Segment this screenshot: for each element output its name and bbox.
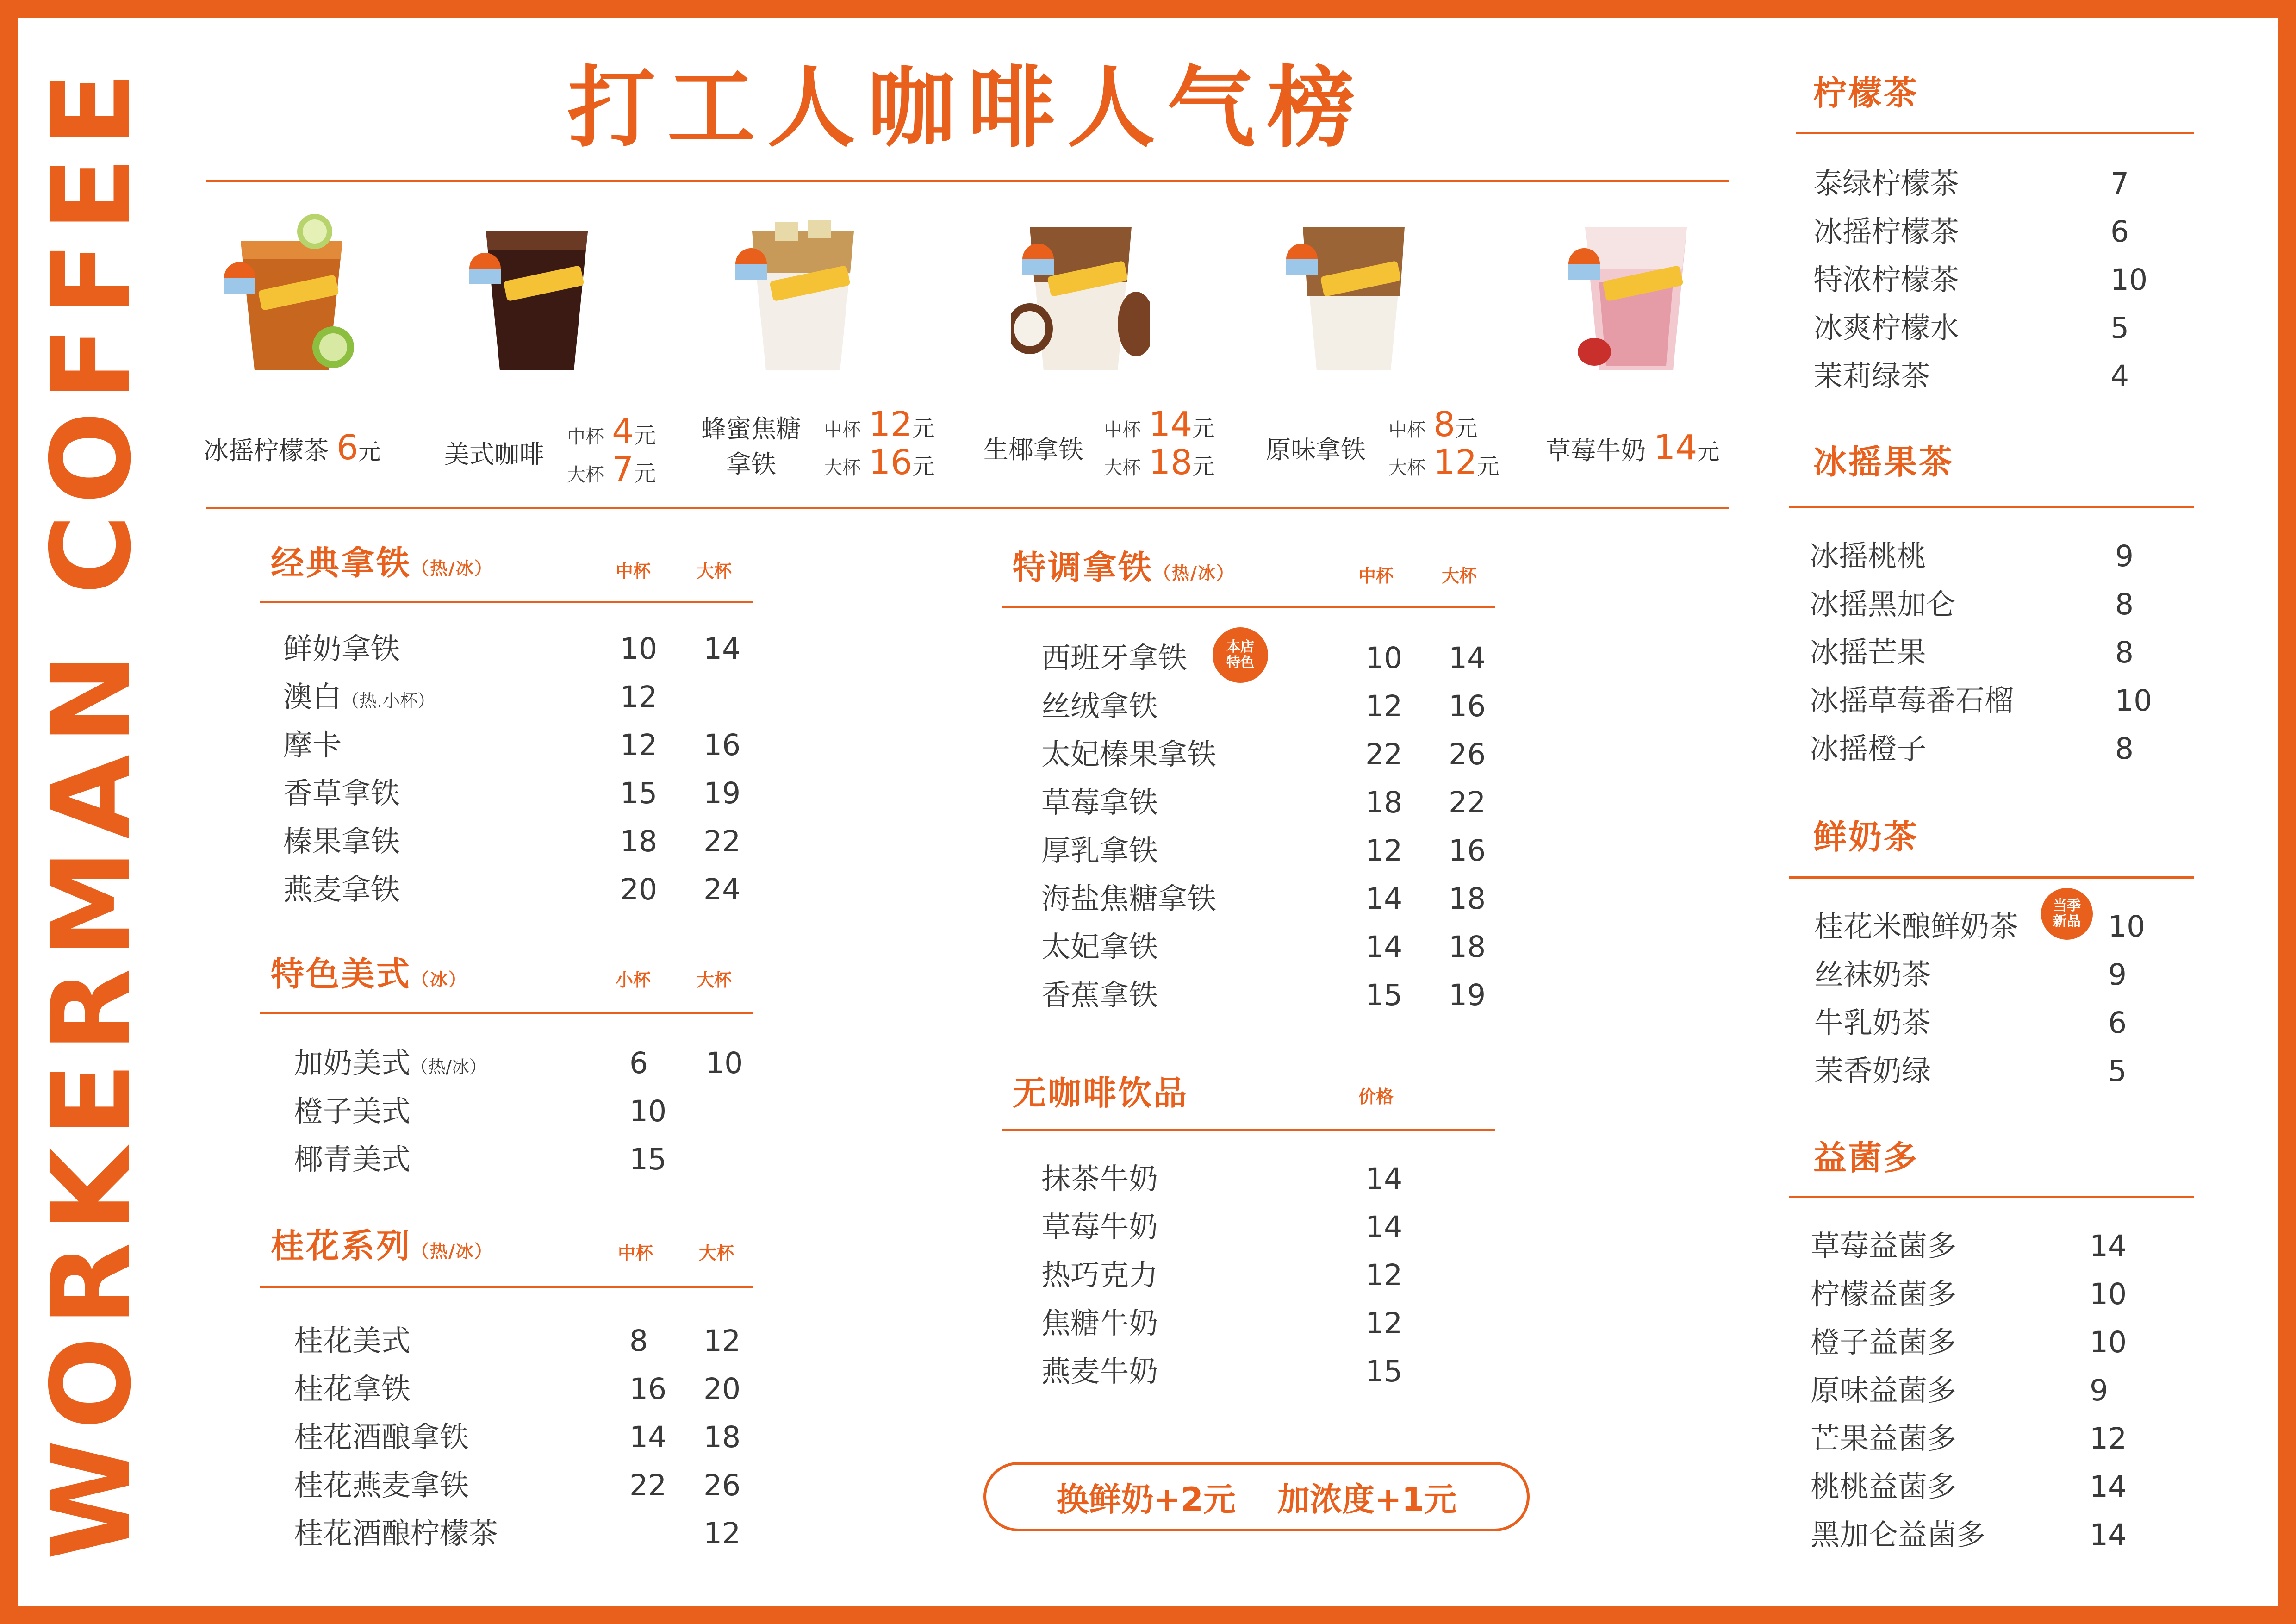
list-item: 茉莉绿茶 — [1813, 359, 1930, 393]
section-title-osmanthus: 桂花系列（热/冰） — [271, 1226, 493, 1265]
price-medium: 20 — [620, 873, 658, 906]
list-item: 西班牙拿铁 — [1041, 641, 1187, 675]
list-item: 桂花酒酿拿铁 — [294, 1420, 469, 1454]
price: 14 — [1365, 1162, 1403, 1196]
cup-image-original-latte — [1284, 213, 1423, 380]
price: 10 — [2115, 684, 2153, 718]
price-medium: 12 — [1365, 834, 1403, 868]
price-large: 16 — [703, 728, 741, 762]
section-title-fruit-tea: 冰摇果茶 — [1813, 443, 1954, 481]
price: 4 — [2110, 359, 2129, 393]
price-large: 12 — [703, 1517, 741, 1550]
price-medium: 22 — [629, 1468, 667, 1502]
seasonal-new-badge: 当季 新品 — [2041, 888, 2093, 940]
price-medium: 12 — [1365, 689, 1403, 723]
list-item: 澳白（热.小杯） — [283, 680, 436, 714]
list-item: 草莓牛奶 — [1041, 1210, 1158, 1244]
list-item: 特浓柠檬茶 — [1813, 263, 1959, 297]
addon-fresh-milk: 换鲜奶+2元 — [1056, 1480, 1236, 1518]
section-divider — [1789, 1196, 2194, 1198]
featured-item-4-prices: 中杯 14元 大杯 18元 — [1104, 405, 1215, 482]
price-medium: 22 — [1365, 737, 1403, 771]
price: 14 — [2090, 1229, 2127, 1263]
list-item: 草莓益菌多 — [1811, 1229, 1956, 1263]
list-item: 柠檬益菌多 — [1811, 1277, 1956, 1311]
price-medium: 16 — [629, 1372, 667, 1406]
price: 12 — [1365, 1306, 1403, 1340]
price-small: 10 — [629, 1094, 667, 1128]
section-divider — [260, 1012, 753, 1014]
section-title-milk-tea: 鲜奶茶 — [1813, 818, 1919, 856]
price-medium: 15 — [620, 776, 658, 810]
list-item: 原味益菌多 — [1811, 1374, 1956, 1407]
section-title-americano: 特色美式（冰） — [271, 955, 467, 993]
featured-item-2-prices: 中杯 4元 大杯 7元 — [567, 412, 656, 489]
price: 10 — [2108, 910, 2146, 943]
list-item: 太妃榛果拿铁 — [1041, 737, 1216, 771]
list-item: 香蕉拿铁 — [1041, 978, 1158, 1012]
price: 9 — [2115, 539, 2134, 573]
price-large: 26 — [1449, 737, 1486, 771]
col-header-medium: 中杯 — [616, 561, 651, 581]
section-title-yakult: 益菌多 — [1813, 1138, 1919, 1177]
list-item: 橙子益菌多 — [1811, 1325, 1956, 1359]
cup-image-honey-caramel-latte — [734, 213, 872, 380]
list-item: 茉香奶绿 — [1814, 1054, 1931, 1088]
price-large: 22 — [1449, 786, 1486, 819]
featured-item-5-prices: 中杯 8元 大杯 12元 — [1388, 405, 1500, 482]
page-title: 打工人咖啡人气榜 — [567, 57, 1367, 159]
price-large: 19 — [1449, 978, 1486, 1012]
brand-vertical: WORKERMAN COFFEE — [28, 62, 155, 1560]
section-divider — [1002, 606, 1495, 608]
list-item: 芒果益菌多 — [1811, 1422, 1956, 1455]
featured-item-1: 冰摇柠檬茶 6元 — [204, 428, 381, 468]
section-title-special-latte: 特调拿铁（热/冰） — [1013, 548, 1235, 587]
list-item: 加奶美式（热/冰） — [294, 1046, 487, 1080]
price: 14 — [2090, 1518, 2127, 1552]
list-item: 海盐焦糖拿铁 — [1041, 882, 1216, 916]
price: 12 — [2090, 1422, 2127, 1455]
price-medium: 14 — [1365, 882, 1403, 916]
featured-item-3-name: 蜂蜜焦糖 拿铁 — [701, 414, 801, 479]
featured-item-2-name: 美式咖啡 — [444, 440, 544, 469]
price: 10 — [2090, 1277, 2127, 1311]
price-large: 18 — [1449, 882, 1486, 916]
price: 5 — [2108, 1054, 2127, 1088]
col-header-large: 大杯 — [699, 1243, 734, 1263]
price-small: 15 — [629, 1143, 667, 1176]
col-header-small: 小杯 — [616, 970, 651, 990]
list-item: 冰摇黑加仑 — [1810, 587, 1955, 621]
list-item: 冰摇柠檬茶 — [1813, 215, 1959, 249]
list-item: 橙子美式 — [294, 1094, 411, 1128]
section-divider — [1796, 132, 2194, 134]
section-divider — [1789, 876, 2194, 879]
col-header-price: 价格 — [1358, 1087, 1394, 1107]
section-divider — [260, 601, 753, 603]
price-large: 12 — [703, 1324, 741, 1358]
price-medium: 10 — [1365, 641, 1403, 675]
section-divider — [260, 1286, 753, 1288]
price-large: 24 — [703, 873, 741, 906]
price: 9 — [2090, 1374, 2109, 1407]
section-divider — [1002, 1129, 1495, 1131]
price: 8 — [2115, 587, 2134, 621]
price-small: 6 — [629, 1046, 648, 1080]
list-item: 鲜奶拿铁 — [283, 632, 400, 666]
price: 12 — [1365, 1258, 1403, 1292]
price: 5 — [2110, 311, 2129, 345]
list-item: 燕麦牛奶 — [1041, 1355, 1158, 1388]
list-item: 冰摇橙子 — [1810, 732, 1926, 766]
col-header-large: 大杯 — [697, 561, 732, 581]
price-large: 10 — [706, 1046, 743, 1080]
price: 8 — [2115, 636, 2134, 669]
price-large: 22 — [703, 824, 741, 858]
featured-item-5-name: 原味拿铁 — [1266, 435, 1366, 464]
price-large: 20 — [703, 1372, 741, 1406]
col-header-large: 大杯 — [697, 970, 732, 990]
cup-image-americano — [467, 213, 606, 380]
addons-banner — [983, 1462, 1530, 1531]
featured-item-6: 草莓牛奶 14元 — [1546, 428, 1720, 468]
col-header-medium: 中杯 — [618, 1243, 653, 1263]
list-item: 桃桃益菌多 — [1811, 1470, 1956, 1504]
featured-item-4-name: 生椰拿铁 — [983, 435, 1083, 464]
list-item: 焦糖牛奶 — [1041, 1306, 1158, 1340]
price-large: 19 — [703, 776, 741, 810]
list-item: 泰绿柠檬茶 — [1813, 167, 1959, 200]
price-medium: 10 — [620, 632, 658, 666]
list-item: 太妃拿铁 — [1041, 930, 1158, 964]
list-item: 冰爽柠檬水 — [1813, 311, 1959, 345]
price: 7 — [2110, 167, 2129, 200]
list-item: 抹茶牛奶 — [1041, 1162, 1158, 1196]
price-medium: 18 — [1365, 786, 1403, 819]
col-header-medium: 中杯 — [1358, 566, 1394, 586]
price-medium: 18 — [620, 824, 658, 858]
price-large: 16 — [1449, 689, 1486, 723]
price: 6 — [2110, 215, 2129, 249]
list-item: 牛乳奶茶 — [1814, 1006, 1931, 1040]
title-divider — [206, 180, 1729, 182]
price: 10 — [2110, 263, 2148, 297]
price-large: 16 — [1449, 834, 1486, 868]
list-item: 冰摇草莓番石榴 — [1810, 684, 2014, 718]
price: 10 — [2090, 1325, 2127, 1359]
section-title-classic-latte: 经典拿铁（热/冰） — [271, 543, 493, 582]
price-medium: 15 — [1365, 978, 1403, 1012]
list-item: 桂花拿铁 — [294, 1372, 411, 1406]
section-divider — [1789, 506, 2194, 508]
list-item: 丝袜奶茶 — [1814, 958, 1931, 992]
list-item: 黑加仑益菌多 — [1811, 1518, 1985, 1552]
price-medium: 12 — [620, 680, 658, 714]
featured-divider — [206, 507, 1729, 509]
price-medium: 8 — [629, 1324, 648, 1358]
cup-image-lemon-tea — [222, 213, 361, 380]
addon-extra-shot: 加浓度+1元 — [1277, 1480, 1457, 1518]
list-item: 摩卡 — [283, 728, 342, 762]
list-item: 草莓拿铁 — [1041, 786, 1158, 819]
list-item: 桂花燕麦拿铁 — [294, 1468, 469, 1502]
price-medium: 14 — [1365, 930, 1403, 964]
price-large: 14 — [703, 632, 741, 666]
list-item: 桂花美式 — [294, 1324, 411, 1358]
list-item: 燕麦拿铁 — [283, 873, 400, 906]
price: 6 — [2108, 1006, 2127, 1040]
price-large: 26 — [703, 1468, 741, 1502]
list-item: 丝绒拿铁 — [1041, 689, 1158, 723]
list-item: 冰摇桃桃 — [1810, 539, 1926, 573]
list-item: 椰青美式 — [294, 1143, 411, 1176]
cup-image-coconut-latte — [1011, 213, 1150, 380]
price: 15 — [1365, 1355, 1403, 1388]
list-item: 冰摇芒果 — [1810, 636, 1926, 669]
cup-image-strawberry-milk — [1567, 213, 1705, 380]
col-header-large: 大杯 — [1442, 566, 1477, 586]
list-item: 榛果拿铁 — [283, 824, 400, 858]
list-item: 桂花酒酿柠檬茶 — [294, 1517, 498, 1550]
list-item: 热巧克力 — [1041, 1258, 1158, 1292]
list-item: 香草拿铁 — [283, 776, 400, 810]
list-item: 桂花米酿鲜奶茶 — [1814, 910, 2018, 943]
price: 14 — [2090, 1470, 2127, 1504]
section-title-no-coffee: 无咖啡饮品 — [1013, 1074, 1189, 1112]
featured-item-3-prices: 中杯 12元 大杯 16元 — [824, 405, 935, 482]
price-large: 18 — [1449, 930, 1486, 964]
section-title-lemon-tea: 柠檬茶 — [1813, 74, 1919, 112]
price-medium: 12 — [620, 728, 658, 762]
price: 9 — [2108, 958, 2127, 992]
house-special-badge: 本店 特色 — [1213, 627, 1268, 683]
price-large: 18 — [703, 1420, 741, 1454]
list-item: 厚乳拿铁 — [1041, 834, 1158, 868]
price-large: 14 — [1449, 641, 1486, 675]
price: 14 — [1365, 1210, 1403, 1244]
price: 8 — [2115, 732, 2134, 766]
price-medium: 14 — [629, 1420, 667, 1454]
